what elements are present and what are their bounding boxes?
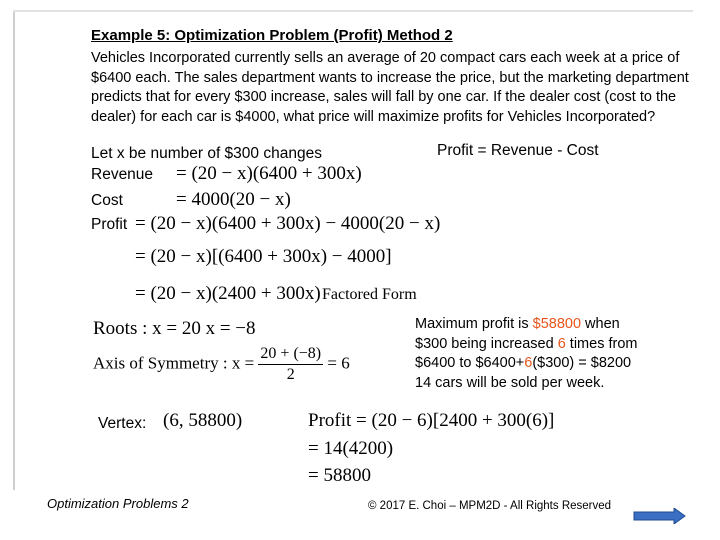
- vertex-value: (6, 58800): [163, 410, 243, 431]
- vertex-calc-line-1: Profit = (20 − 6)[2400 + 300(6)]: [308, 410, 555, 431]
- vertex-calc-line-2: = 14(4200): [308, 438, 394, 459]
- conclusion-line-1: Maximum profit is $58800 when: [415, 316, 620, 332]
- axis-of-symmetry: [93, 344, 350, 385]
- conclusion-line-3: $6400 to $6400+6($300) = $8200: [415, 355, 632, 371]
- let-x-statement: Let x be number of $300 changes: [91, 145, 322, 162]
- slide-title: Example 5: Optimization Problem (Profit) Method 2: [91, 27, 453, 44]
- axis-fraction: [258, 344, 323, 385]
- axis-result: = 6: [327, 353, 350, 373]
- footer-title: Optimization Problems 2: [47, 496, 189, 511]
- roots-line: Roots : x = 20 x = −8: [93, 318, 256, 339]
- vertex-label: Vertex:: [98, 415, 147, 432]
- vertex-calc-line-3: = 58800: [308, 465, 371, 486]
- footer-copyright: © 2017 E. Choi – MPM2D - All Rights Reserved: [368, 500, 612, 512]
- cost-label: Cost: [91, 192, 123, 209]
- conclusion-line-2: $300 being increased 6 times from: [415, 335, 638, 352]
- conclusion-text: [415, 315, 637, 393]
- axis-label: Axis of Symmetry : x =: [93, 353, 255, 373]
- profit-equation-1: = (20 − x)(6400 + 300x) − 4000(20 − x): [135, 213, 441, 234]
- profit-equation-3: = (20 − x)(2400 + 300x): [135, 283, 321, 304]
- slide-top-border: [13, 10, 693, 12]
- problem-statement: Vehicles Incorporated currently sells an average of 20 compact cars each week at a price of $6400 each. The sales department wants to increase the price, but the marketing department predicts that for every $300 increase, sales will fall by one car. If the dealer cost (cost to the dealer) for each car is $4000, what price will maximize profits for Vehicles Incorporated?: [91, 50, 689, 125]
- arrow-right-icon[interactable]: [632, 508, 687, 524]
- conclusion-line-4: 14 cars will be sold per week.: [415, 374, 605, 391]
- revenue-equation: = (20 − x)(6400 + 300x): [176, 163, 362, 184]
- cost-equation: = 4000(20 − x): [176, 189, 291, 210]
- factored-form-label: Factored Form: [322, 286, 417, 303]
- profit-equation-2: = (20 − x)[(6400 + 300x) − 4000]: [135, 246, 392, 267]
- axis-numerator: 20 + (−8): [258, 344, 323, 365]
- profit-formula: Profit = Revenue - Cost: [437, 142, 599, 159]
- slide-left-border: [13, 10, 15, 490]
- axis-denominator: 2: [286, 366, 295, 383]
- profit-label: Profit: [91, 216, 128, 233]
- revenue-label: Revenue: [91, 166, 154, 183]
